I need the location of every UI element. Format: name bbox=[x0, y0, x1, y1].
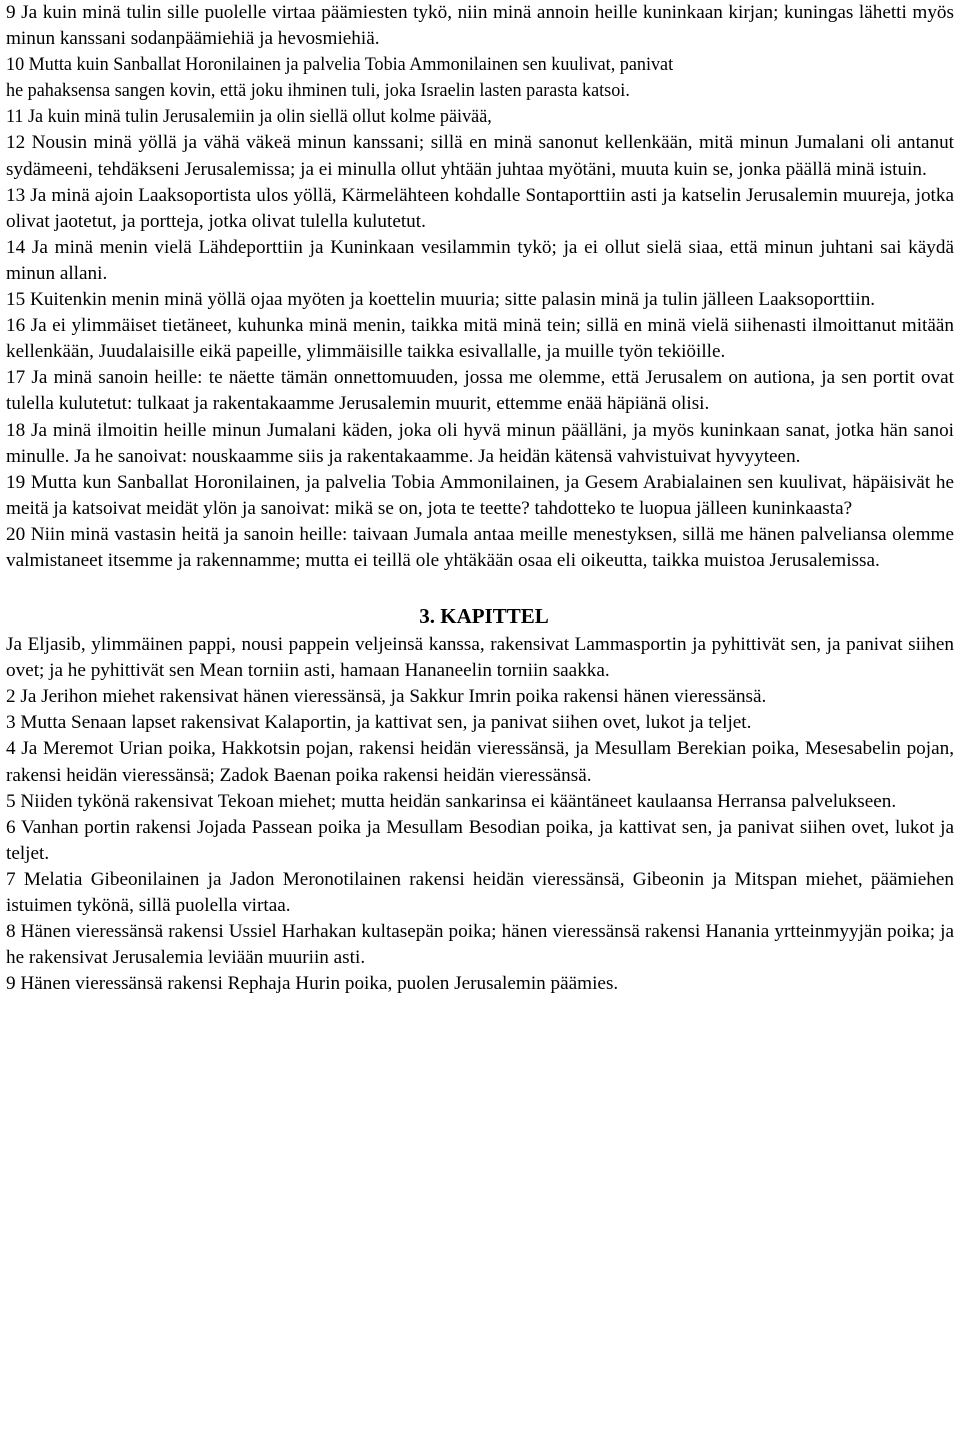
verse-3-7: 7 Melatia Gibeonilainen ja Jadon Meronotilainen rakensi heidän vieressänsä, Gibeonin ja Mitspan miehet, päämiehen istuimen tykönä, sillä puolella virtaa. bbox=[6, 868, 954, 916]
verse-3-9: 9 Hänen vieressänsä rakensi Rephaja Hurin poika, puolen Jerusalemin päämies. bbox=[6, 973, 619, 995]
verse-2-14: 14 Ja minä menin vielä Lähdeporttiin ja Kuninkaan vesilammin tykö; ja ei ollut sielä siaa, että minun juhtani sai käydä minun allani. bbox=[6, 236, 954, 284]
verse-2-10-line-1: 10 Mutta kuin Sanballat Horonilainen ja palvelia Tobia Ammonilainen sen kuulivat, panivat bbox=[6, 54, 674, 76]
chapter-heading: 3. KAPITTEL bbox=[419, 604, 549, 629]
verse-3-4: 4 Ja Meremot Urian poika, Hakkotsin pojan, rakensi heidän vieressänsä, ja Mesullam Berekian poika, Mesesabelin pojan, rakensi heidän vieressänsä; Zadok Baenan poika rakensi heidän vieressänsä. bbox=[6, 738, 954, 786]
verse-3-5: 5 Niiden tykönä rakensivat Tekoan miehet; mutta heidän sankarinsa ei kääntäneet kaulaansa Herransa palvelukseen. bbox=[6, 790, 897, 812]
verse-2-10-line-2: he pahaksensa sangen kovin, että joku ihminen tuli, joka Israelin lasten parasta katsoi. bbox=[6, 80, 630, 102]
verse-3-3: 3 Mutta Senaan lapset rakensivat Kalaportin, ja kattivat sen, ja panivat siihen ovet, lukot ja teljet. bbox=[6, 712, 752, 734]
verse-2-17: 17 Ja minä sanoin heille: te näette tämän onnettomuuden, jossa me olemme, että Jerusalem on autiona, ja sen portit ovat tulella kulutetut: tulkaat ja rakentakaamme Jerusalemin muurit, ettemme enää häpiänä olisi. bbox=[6, 367, 954, 415]
verse-2-9: 9 Ja kuin minä tulin sille puolelle virtaa päämiesten tykö, niin minä annoin heille kuninkaan kirjan; kuningas lähetti myös minun kanssani sodanpäämiehiä ja hevosmiehiä. bbox=[6, 2, 954, 50]
verse-3-2: 2 Ja Jerihon miehet rakensivat hänen vieressänsä, ja Sakkur Imrin poika rakensi hänen vieressänsä. bbox=[6, 686, 767, 708]
verse-3-6: 6 Vanhan portin rakensi Jojada Passean poika ja Mesullam Besodian poika, ja kattivat sen, ja panivat siihen ovet, lukot ja teljet. bbox=[6, 816, 954, 864]
verse-2-20: 20 Niin minä vastasin heitä ja sanoin heille: taivaan Jumala antaa meille menestyksen, sillä me hänen palveliansa olemme valmistaneet itsemme ja rakennamme; mutta ei teillä ole yhtäkään osaa eli oikeutta, taikka muistoa Jerusalemissa. bbox=[6, 523, 954, 571]
verse-2-11: 11 Ja kuin minä tulin Jerusalemiin ja olin siellä ollut kolme päivää, bbox=[6, 106, 492, 128]
section-spacer bbox=[6, 574, 954, 600]
verse-3-1: Ja Eljasib, ylimmäinen pappi, nousi pappein veljeinsä kanssa, rakensivat Lammasportin ja pyhittivät sen, ja panivat siihen ovet; ja he pyhittivät sen Mean torniin asti, hamaan Hananeelin torniin saakka. bbox=[6, 634, 954, 682]
verse-2-19: 19 Mutta kun Sanballat Horonilainen, ja palvelia Tobia Ammonilainen, ja Gesem Arabialainen sen kuulivat, häpäisivät he meitä ja katsoivat meidät ylön ja sanoivat: mikä se on, jota te teette? tahdotteko te luopua jälleen kuninkaasta? bbox=[6, 471, 954, 519]
verse-2-18: 18 Ja minä ilmoitin heille minun Jumalani käden, joka oli hyvä minun päälläni, ja myös kuninkaan sanat, jotka hän sanoi minulle. Ja he sanoivat: nouskaamme siis ja rakentakaamme. Ja heidän kätensä vahvistuivat hyvyyteen. bbox=[6, 419, 954, 467]
verse-2-16: 16 Ja ei ylimmäiset tietäneet, kuhunka minä menin, taikka mitä minä tein; sillä en minä vielä siihenasti ilmoittanut mitään kellenkään, Juudalaisille eikä papeille, ylimmäisille taikka esivallalle, ja muille työn tekiöille. bbox=[6, 315, 954, 363]
verse-2-15: 15 Kuitenkin menin minä yöllä ojaa myöten ja koettelin muuria; sitte palasin minä ja tulin jälleen Laaksoporttiin. bbox=[6, 289, 876, 311]
verse-2-12: 12 Nousin minä yöllä ja vähä väkeä minun kanssani; sillä en minä sanonut kellenkään, mitä minun Jumalani oli antanut sydämeeni, tehdäkseni Jerusalemissa; ja ei minulla ollut yhtään juhtaa myötäni, muuta kuin se, jonka päällä minä istuin. bbox=[6, 132, 954, 180]
verse-3-8: 8 Hänen vieressänsä rakensi Ussiel Harhakan kultasepän poika; hänen vieressänsä rakensi Hanania yrtteinmyyjän poika; ja he rakensivat Jerusalemia leviään muuriin asti. bbox=[6, 921, 954, 969]
verse-2-13: 13 Ja minä ajoin Laaksoportista ulos yöllä, Kärmelähteen kohdalle Sontaporttiin asti ja katselin Jerusalemin muureja, jotka olivat jaotetut, ja portteja, jotka olivat tulella kulutetut. bbox=[6, 184, 954, 232]
